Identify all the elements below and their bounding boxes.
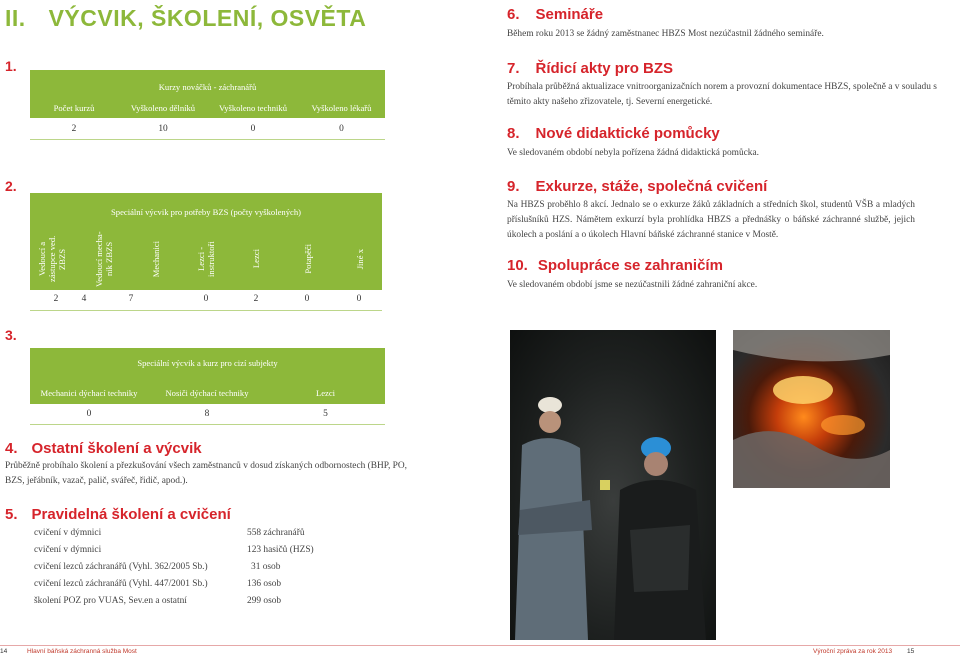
section-6-title: Semináře — [535, 6, 604, 23]
section-4-text: Průběžně probíhalo školení a přezkušování všech zaměstnanců v dosud získaných odbornostech (BHP, PO, BZS, jeřábník, vazač, palič, svářeč, řidič, apod.). — [5, 461, 407, 486]
footer-report-title: Výroční zpráva za rok 2013 — [813, 648, 893, 655]
table-3-cell: 8 — [204, 409, 210, 419]
table-1-header: Vyškoleno lékařů — [311, 103, 372, 113]
table-3-header: Nosiči dýchací techniky — [165, 388, 249, 398]
table-2-header-text: Vedoucí a zástupce ved. ZBZS — [37, 235, 67, 283]
section-8-number: 8. — [507, 125, 520, 142]
footer-page-left: 14 — [0, 648, 8, 655]
table-1-cell: 2 — [71, 124, 77, 134]
table-3-border — [30, 424, 385, 425]
table-2-header — [82, 229, 126, 289]
section-9-title: Exkurze, stáže, společná cvičení — [535, 178, 768, 195]
helmet-shape — [538, 397, 562, 413]
photo-fire-drawing — [733, 330, 890, 488]
section-8-heading — [507, 125, 720, 142]
table-section-3 — [30, 348, 385, 428]
section-9-text: Na HBZS proběhlo 8 akcí. Jednalo se o exkurze žáků základních a středních škol, studentů VŠB a mladých příslušníků HZS. Námětem exkurzí byla prohlídka HBZS a přednášky o báňské záchranné službě, jejich úkolech a poslání a o úkolech Hlavní báňské záchranné stanice v Mostě. — [507, 200, 915, 240]
table-1-border — [30, 139, 385, 140]
section-8-title: Nové didaktické pomůcky — [535, 125, 720, 142]
photo-miners — [510, 330, 716, 640]
section-10-text: Ve sledovaném období jsme se nezúčastnili žádné zahraniční akce. — [507, 280, 758, 290]
section-10-heading — [507, 257, 723, 274]
table-2-title: Speciální výcvik pro potřeby BZS (počty vyškolených) — [30, 193, 382, 290]
table-1-title: Kurzy nováčků - záchranářů — [30, 70, 385, 118]
section-4-heading — [5, 440, 202, 457]
list-item — [34, 543, 364, 560]
table-2-header — [234, 229, 278, 289]
section-7-title: Řídicí akty pro BZS — [535, 60, 674, 77]
section-3-number: 3. — [5, 327, 17, 343]
section-4-title: Ostatní školení a výcvik — [31, 440, 202, 457]
table-2-header-text: Mechanici — [151, 240, 161, 278]
table-2-header — [338, 229, 382, 289]
face-shape — [644, 452, 668, 476]
section-5-title: Pravidelná školení a cvičení — [31, 506, 231, 523]
list-item — [34, 577, 364, 594]
section-7-number: 7. — [507, 60, 520, 77]
table-section-2 — [30, 193, 382, 313]
table-2-cell: 7 — [128, 294, 134, 304]
list-item-value: 299 osob — [247, 596, 282, 606]
table-3-cell: 5 — [323, 409, 328, 419]
table-2-header — [286, 229, 330, 289]
footer-rule — [0, 645, 960, 646]
table-2-header — [134, 229, 178, 289]
table-2-header-text: Jiné x — [355, 248, 365, 270]
rubble-shape — [733, 431, 890, 488]
table-3-cell: 0 — [86, 409, 92, 419]
table-2-border — [30, 310, 382, 311]
page-title-number: II. — [5, 5, 26, 31]
table-2-header-text: Potapěči — [303, 244, 313, 274]
list-item-label: cvičení v dýmnici — [34, 545, 102, 555]
page-title-text: VÝCVIK, ŠKOLENÍ, OSVĚTA — [48, 5, 367, 31]
table-2-cell: 0 — [356, 294, 362, 304]
list-item-value: 123 hasičů (HZS) — [247, 545, 314, 555]
table-2-header — [184, 229, 228, 289]
section-6-number: 6. — [507, 6, 520, 23]
face-shape — [539, 411, 561, 433]
section-9-heading — [507, 178, 767, 195]
training-list — [34, 526, 364, 611]
photo-fire — [733, 330, 890, 488]
section-1-number: 1. — [5, 58, 17, 74]
smoke-shape — [733, 330, 890, 361]
table-2-cell: 0 — [304, 294, 310, 304]
lamp-shape — [600, 480, 610, 490]
table-2-header-text: Lezci - instruktoři — [196, 241, 216, 277]
flame-shape — [821, 415, 865, 435]
table-1-header: Vyškoleno techniků — [218, 103, 288, 113]
list-item-label: školení POZ pro VUAS, Sev.en a ostatní — [34, 596, 187, 606]
list-item-value: 31 osob — [251, 562, 281, 572]
list-item-value: 558 záchranářů — [247, 528, 305, 538]
section-7-text: Probíhala průběžná aktualizace vnitroorganizačních norem a provozní dokumentace HBZS, společně a v souladu s těmito akty našeho zřizovatele, tj. Severní energetické. — [507, 82, 937, 107]
page-title — [5, 5, 366, 32]
table-1-header: Počet kurzů — [53, 103, 95, 113]
section-9-number: 9. — [507, 178, 520, 195]
section-10-title: Spolupráce se zahraničím — [537, 257, 723, 274]
table-2-header-text: Lezci — [251, 249, 261, 269]
list-item — [34, 594, 364, 611]
flame-shape — [773, 376, 833, 404]
table-3-title: Speciální výcvik a kurz pro cizí subjekty — [30, 348, 385, 404]
table-1-cell: 10 — [158, 124, 168, 134]
photo-miners-drawing — [510, 330, 716, 640]
table-2-cell: 2 — [253, 294, 259, 304]
section-6-text: Během roku 2013 se žádný zaměstnanec HBZS Most nezúčastnil žádného semináře. — [507, 29, 824, 39]
section-8-text: Ve sledovaném období nebyla pořízena žádná didaktická pomůcka. — [507, 148, 759, 158]
table-2-cell: 4 — [81, 294, 87, 304]
section-5-heading — [5, 506, 231, 523]
table-3-header: Mechanici dýchací techniky — [40, 388, 138, 398]
table-1-cell: 0 — [339, 124, 344, 134]
section-5-number: 5. — [5, 506, 18, 523]
jacket-shape — [515, 438, 588, 640]
table-1-cell: 0 — [250, 124, 256, 134]
list-item-label: cvičení v dýmnici — [34, 528, 102, 538]
table-3-header: Lezci — [315, 388, 336, 398]
section-4-number: 4. — [5, 440, 18, 457]
table-2-header — [30, 229, 74, 289]
list-item — [34, 560, 364, 577]
section-7-heading — [507, 60, 673, 77]
list-item — [34, 526, 364, 543]
list-item-label: cvičení lezců záchranářů (Vyhl. 447/2001 Sb.) — [34, 579, 208, 589]
table-section-1 — [30, 70, 385, 150]
footer-publisher: Hlavní báňská záchranná služba Most — [27, 648, 137, 655]
table-1-header: Vyškoleno dělníků — [130, 103, 196, 113]
table-2-cell: 2 — [53, 294, 59, 304]
section-2-number: 2. — [5, 178, 17, 194]
section-6-heading — [507, 6, 603, 23]
list-item-label: cvičení lezců záchranářů (Vyhl. 362/2005 Sb.) — [34, 562, 208, 572]
table-2-cell: 0 — [203, 294, 209, 304]
jacket-shade-shape — [630, 525, 690, 592]
table-2-header-text: Vedoucí mecha-nik ZBZS — [94, 231, 114, 287]
footer-page-right: 15 — [907, 648, 915, 655]
section-10-number: 10. — [507, 257, 528, 274]
list-item-value: 136 osob — [247, 579, 282, 589]
